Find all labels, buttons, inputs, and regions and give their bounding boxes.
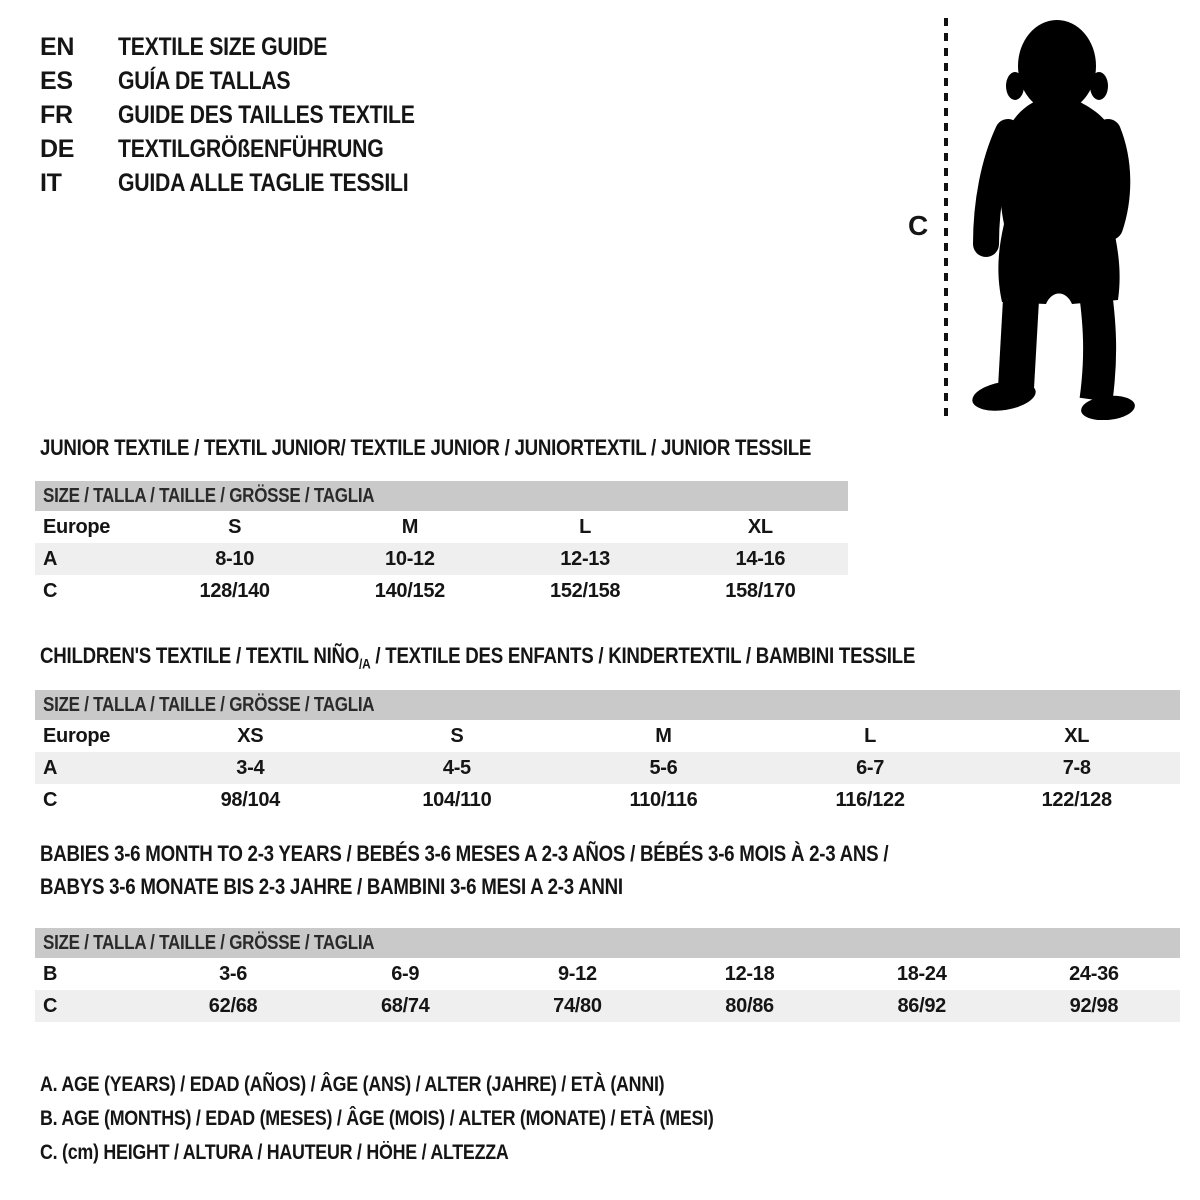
language-row-en [40, 30, 467, 64]
guide-title-fr: GUIDE DES TAILLES TEXTILE [118, 100, 415, 129]
baby-silhouette-icon [960, 14, 1150, 420]
babies-size-table [35, 928, 1180, 1022]
babies-table-header: SIZE / TALLA / TAILLE / GRÖSSE / TAGLIA [35, 928, 1180, 958]
language-row-fr [40, 98, 467, 132]
height-dashed-line [942, 18, 950, 418]
guide-title-en: TEXTILE SIZE GUIDE [118, 32, 328, 61]
table-row: C 98/104 104/110 110/116 116/122 122/128 [43, 788, 1112, 811]
table-row: Europe XS S M L XL [43, 724, 1090, 747]
guide-title-de: TEXTILGRÖßENFÜHRUNG [118, 134, 384, 163]
language-code: FR [40, 100, 73, 129]
footnote-c: C. (cm) HEIGHT / ALTURA / HAUTEUR / HÖHE / ALTEZZA [40, 1141, 509, 1164]
language-code: EN [40, 32, 75, 61]
language-row-es [40, 64, 467, 98]
children-table-header: SIZE / TALLA / TAILLE / GRÖSSE / TAGLIA [35, 690, 1180, 720]
children-size-table [35, 690, 1180, 816]
babies-section-title: BABIES 3-6 MONTH TO 2-3 YEARS / BEBÉS 3-6 MESES A 2-3 AÑOS / BÉBÉS 3-6 MOIS À 2-3 ANS / BABYS 3-6 MONATE BIS 2-3 JAHRE / BAMBINI 3-6 MESI A 2-3 ANNI [40, 841, 889, 899]
table-row: Europe S M L XL [43, 515, 773, 538]
height-measure-label: C [908, 210, 929, 241]
table-row: C 128/140 140/152 152/158 158/170 [43, 579, 796, 602]
language-title-list [40, 30, 467, 200]
language-row-it [40, 166, 467, 200]
table-row: B 3-6 6-9 9-12 12-18 18-24 24-36 [43, 962, 1119, 985]
footnote-a: A. AGE (YEARS) / EDAD (AÑOS) / ÂGE (ANS) / ALTER (JAHRE) / ETÀ (ANNI) [40, 1073, 665, 1096]
junior-table-header: SIZE / TALLA / TAILLE / GRÖSSE / TAGLIA [35, 481, 848, 511]
table-row: A 8-10 10-12 12-13 14-16 [35, 543, 848, 575]
junior-size-table [35, 481, 848, 607]
footnote-b: B. AGE (MONTHS) / EDAD (MESES) / ÂGE (MOIS) / ALTER (MONATE) / ETÀ (MESI) [40, 1107, 714, 1130]
nino-a-subscript: /A [359, 655, 371, 672]
guide-title-es: GUÍA DE TALLAS [118, 66, 291, 95]
table-row: C 62/68 68/74 74/80 80/86 86/92 92/98 [35, 990, 1180, 1022]
language-code: ES [40, 66, 73, 95]
junior-section-title: JUNIOR TEXTILE / TEXTIL JUNIOR/ TEXTILE JUNIOR / JUNIORTEXTIL / JUNIOR TESSILE [40, 435, 812, 460]
guide-title-it: GUIDA ALLE TAGLIE TESSILI [118, 168, 409, 197]
table-row: A 3-4 4-5 5-6 6-7 7-8 [35, 752, 1180, 784]
language-code: IT [40, 168, 62, 197]
language-row-de [40, 132, 467, 166]
children-section-title: CHILDREN'S TEXTILE / TEXTIL $NIÑO_{/A}$ / TEXTILE DES ENFANTS / KINDERTEXTIL / BAMBINI TESSILE [40, 643, 916, 672]
baby-height-figure [890, 0, 1170, 440]
footnote-legend [40, 1068, 832, 1170]
language-code: DE [40, 134, 75, 163]
